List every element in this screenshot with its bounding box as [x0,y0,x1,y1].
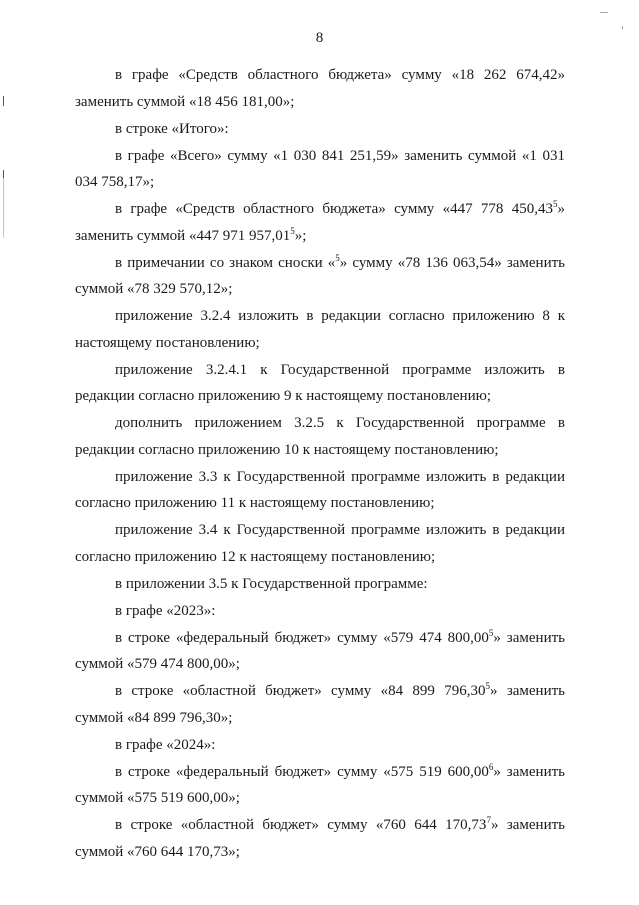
footnote-mark: 5 [553,199,558,209]
scan-artifact [3,96,4,106]
paragraph: в графе «Всего» сумму «1 030 841 251,59» заменить суммой «1 031 034 758,17»; [75,147,565,190]
footnote-mark: 7 [486,815,491,825]
scan-artifact [600,12,608,13]
paragraph: в строке «федеральный бюджет» сумму «575 519 600,00$^6$» заменить суммой «575 519 600,00»; [75,761,565,806]
scan-artifact [3,178,4,238]
paragraph: в графе «2024»: [115,736,216,753]
paragraph: в строке «областной бюджет» сумму «84 899 796,30$^5$» заменить суммой «84 899 796,30»; [75,681,565,726]
paragraph: в строке «областной бюджет» сумму «760 644 170,73$^7$» заменить суммой «760 644 170,73»; [75,815,565,860]
paragraph: приложение 3.3 к Государственной программе изложить в редакции согласно приложению 11 к настоящему постановлению; [75,468,565,511]
paragraph: в графе «2023»: [115,602,216,619]
paragraph: в графе «Средств областного бюджета» сумму «18 262 674,42» заменить суммой «18 456 181,00»; [75,67,565,110]
paragraph: дополнить приложением 3.2.5 к Государственной программе в редакции согласно приложению 10 к настоящему постановлению; [75,415,565,458]
footnote-mark: 5 [335,252,340,263]
footnote-mark: 5 [290,225,295,236]
paragraph: приложение 3.2.4 изложить в редакции согласно приложению 8 к настоящему постановлению; [75,308,565,351]
paragraph: приложение 3.2.4.1 к Государственной программе изложить в редакции согласно приложению 9 к настоящему постановлению; [75,361,565,404]
paragraph: приложение 3.4 к Государственной программе изложить в редакции согласно приложению 12 к настоящему постановлению; [75,522,565,565]
footnote-mark: 6 [488,761,494,772]
paragraph: в приложении 3.5 к Государственной программе: [115,575,428,592]
scan-artifact [3,170,4,178]
scan-artifact [622,26,623,29]
paragraph: в примечании со знаком сноски «$^5$» сумму «78 136 063,54» заменить суммой «78 329 570,12»; [75,252,566,297]
paragraph: в строке «федеральный бюджет» сумму «579 474 800,00$^5$» заменить суммой «579 474 800,00»; [75,627,565,672]
paragraph: в графе «Средств областного бюджета» сумму «447 778 450,43$^5$» заменить суммой «447 971 957,01$^5$»; [75,199,565,244]
paragraph: в строке «Итого»: [115,120,229,137]
footnote-mark: 5 [488,627,494,638]
document-body [75,62,565,865]
footnote-mark: 5 [485,681,490,691]
page-number: 8 [315,30,324,46]
